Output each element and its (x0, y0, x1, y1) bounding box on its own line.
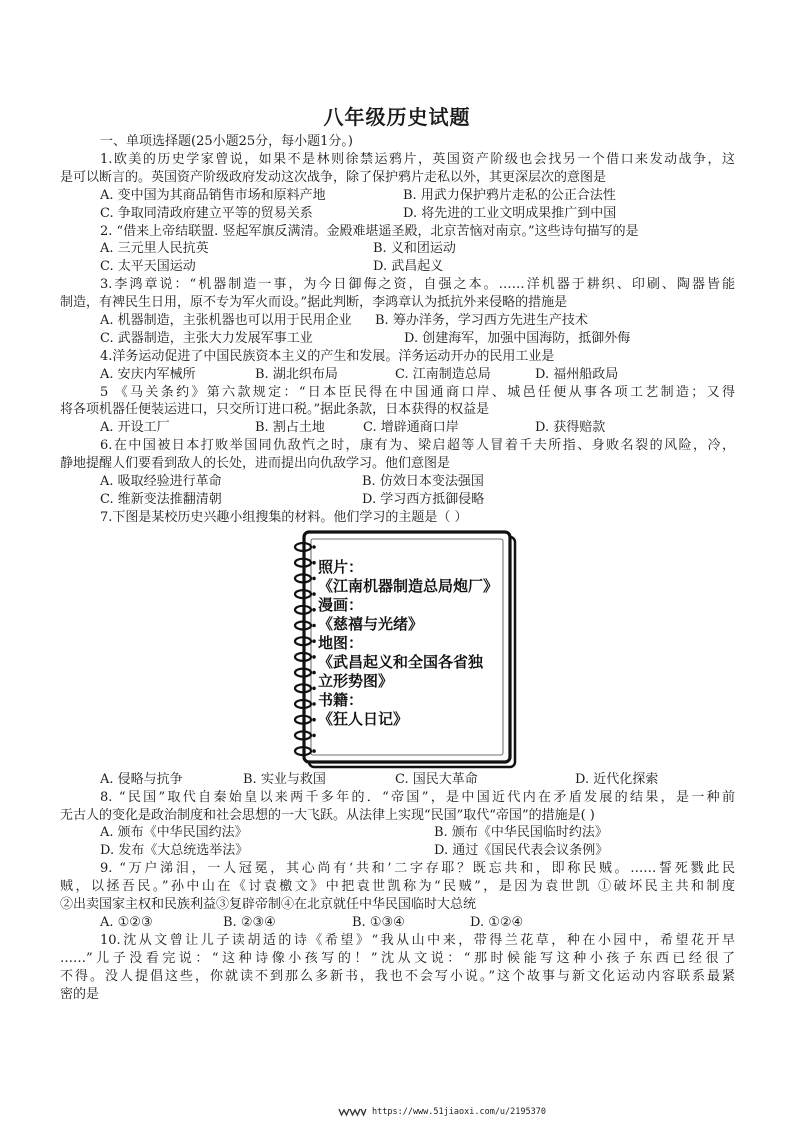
options-row (60, 842, 735, 860)
option-a: A. 吸取经验进行革命 (100, 474, 222, 490)
option-b: B. 湖北织布局 (255, 366, 338, 382)
option-d: D. 近代化探索 (575, 771, 659, 787)
question-stem-line: 密的是 (60, 986, 100, 1002)
notebook-line: 《慈禧与光绪》 (318, 614, 424, 633)
notebook-line: 立形势图》 (318, 671, 394, 690)
option-c: C. 太平天国运动 (100, 259, 196, 275)
section-heading: 一、单项选择题(25小题25分，每小题1分。) (100, 134, 353, 149)
option-c: B. ①③④ (352, 914, 405, 930)
question-stem-line: 贼，以拯吾民。”孙中山在《讨袁檄文》中把袁世凯称为“民贼”，是因为袁世凯 ①破坏民主共和制度 (60, 879, 735, 895)
option-d: D. 通过《国民代表会议条例》 (434, 843, 609, 859)
question-7 (60, 509, 735, 789)
question-stem-line: 不得。没人提倡这些，你就读不到那么多新书，我也不会写小说。”这个故事与新文化运动内容联系最紧 (60, 968, 735, 984)
option-b: B. 颁布《中华民国临时约法》 (434, 825, 608, 841)
question-1 (60, 151, 735, 223)
question-6 (60, 437, 735, 509)
question-stem-line: 静地提醒人们要看到敌人的长处，进而提出向仇敌学习。他们意图是 (60, 456, 451, 472)
options-row (60, 187, 735, 205)
notebook-line: 《武昌起义和全国各省独 (318, 652, 484, 671)
question-stem-line: ……”儿子没看完说：“这种诗像小孩写的！”沈从文说：“那时候能写这种小孩子东西已经很了 (60, 950, 735, 966)
option-c: C. 增辟通商口岸 (363, 420, 459, 436)
option-c: D. 发布《大总统选举法》 (100, 843, 249, 859)
options-row (60, 205, 735, 223)
question-stem-line: ②出卖国家主权和民族利益③复辟帝制④在北京就任中华民国临时大总统 (60, 897, 477, 913)
notebook-line: 《狂人日记》 (318, 709, 409, 728)
question-3 (60, 276, 735, 348)
footer-url: https://www.51jiaoxi.com/u/2195370 (372, 1107, 546, 1117)
option-c: C. 维新变法推翻清朝 (100, 491, 222, 507)
question-stem-line: 8. “民国”取代自秦始皇以来两千多年的．“帝国”，是中国近代内在矛盾发展的结果，是一种前 (100, 789, 735, 805)
question-stem-line: 9. “万户涕泪，一人冠冕，其心尚有‘共和’二字存耶？既忘共和，即称民贼。……誓死戮此民 (100, 861, 735, 877)
option-c: C. 江南制造总局 (395, 366, 491, 382)
option-d: D. 福州船政局 (535, 366, 619, 382)
question-stem-line: 10.沈从文曾让儿子读胡适的诗《希望》“我从山中来，带得兰花草，种在小园中，希望花开早 (100, 932, 735, 948)
question-stem-line: 制造，有裨民生日用，原不专为军火而设。”据此判断，李鸿章认为抵抗外来侵略的措施是 (60, 295, 568, 311)
question-10 (60, 932, 735, 1004)
question-stem-line: 4.洋务运动促进了中国民族资本主义的产生和发展。洋务运动开办的民用工业是 (100, 348, 555, 364)
notebook-figure (60, 527, 735, 771)
options-row (60, 240, 735, 258)
option-b: B. 用武力保护鸦片走私的公正合法性 (403, 187, 616, 203)
question-stem-line: 将各项机器任便装运进口，只交所订进口税。”据此条款，日本获得的权益是 (60, 402, 490, 418)
question-stem-line: 无古人的变化是政治制度和社会思想的一大飞跃。从法律上实现“民国”取代“帝国”的措施是( ) (60, 807, 595, 823)
question-stem-line: 是可以断言的。英国资产阶级政府发动这次战争，除了保护鸦片走私以外，其更深层次的意图是 (60, 169, 607, 185)
option-b: B. 筹办洋务，学习西方先进生产技术 (375, 313, 588, 328)
notebook-line: 地图： (318, 633, 364, 652)
option-b: B. 仿效日本变法强国 (362, 474, 484, 490)
notebook-line: 照片： (318, 557, 364, 576)
question-8 (60, 789, 735, 861)
exam-content (60, 133, 735, 1004)
options-row (60, 473, 735, 491)
question-9 (60, 860, 735, 932)
option-b: B. 割占土地 (255, 420, 325, 436)
options-row (60, 419, 735, 437)
option-d: D. 学习西方抵御侵略 (362, 491, 485, 507)
options-row (60, 330, 735, 348)
option-c: C. 争取同清政府建立平等的贸易关系 (100, 205, 313, 221)
question-stem-line: 7.下图是某校历史兴趣小组搜集的材料。他们学习的主题是（ ） (100, 509, 468, 525)
options-row (60, 366, 735, 384)
option-a: A. 三元里人民抗英 (100, 241, 209, 257)
notebook-line: 书籍： (318, 690, 364, 709)
question-5 (60, 384, 735, 438)
question-stem-line: 1.欧美的历史学家曾说，如果不是林则徐禁运鸦片，英国资产阶级也会找另一个借口来发动战争，这 (100, 151, 735, 167)
page-footer (338, 1105, 546, 1119)
option-c: C. 国民大革命 (395, 771, 478, 787)
option-d: D. 创建海军，加强中国海防，抵御外侮 (404, 330, 631, 346)
question-2 (60, 223, 735, 277)
option-b: B. ②③④ (223, 914, 276, 930)
notebook-text (318, 558, 508, 729)
option-c: C. 武器制造，主张大力发展军事工业 (100, 330, 313, 346)
option-d: D. 获得赔款 (535, 420, 606, 436)
site-logo-icon (338, 1107, 368, 1117)
question-stem-line: 3.李鸿章说：“机器制造一事，为今日御侮之资，自强之本。……洋机器于耕织、印刷、陶器皆能 (100, 277, 735, 293)
option-a: A. 侵略与抗争 (100, 771, 183, 787)
option-a: A. 安庆内军械所 (100, 366, 196, 382)
options-row (60, 914, 735, 932)
option-a: A. 开设工厂 (100, 420, 170, 436)
option-a: A. 机器制造，主张机器也可以用于民用企业 (100, 313, 352, 328)
option-d: D. ①②④ (470, 914, 524, 930)
question-stem-line: 2. “借来上帝结联盟. 竖起军旗反满清。金殿难堪遥圣殿，北京苦恼对南京。”这些诗句描写的是 (100, 223, 639, 239)
option-b: B. 实业与救国 (243, 771, 326, 787)
option-a: A. 变中国为其商品销售市场和原料产地 (100, 187, 326, 203)
option-a: A. 颁布《中华民国约法》 (100, 825, 248, 841)
option-d: D. 武昌起义 (373, 259, 444, 275)
notebook-line: 漫画： (318, 595, 364, 614)
option-a: A. ①②③ (100, 914, 153, 930)
options-row (60, 258, 735, 276)
options-row (60, 312, 735, 330)
option-b: B. 义和团运动 (373, 241, 456, 257)
options-row (60, 771, 735, 789)
options-row (60, 824, 735, 842)
question-stem-line: 6.在中国被日本打败举国同仇敌忾之时，康有为、梁启超等人冒着千夫所指、身败名裂的风险，冷， (100, 438, 735, 454)
option-d: D. 将先进的工业文明成果推广到中国 (403, 205, 617, 221)
page-title: 八年级历史试题 (323, 105, 471, 129)
question-4 (60, 348, 735, 384)
options-row (60, 491, 735, 509)
notebook-line: 《江南机器制造总局炮厂》 (318, 576, 499, 595)
question-stem-line: 5 《马关条约》第六款规定：“日本臣民得在中国通商口岸、城邑任便从事各项工艺制造；又得 (100, 384, 735, 400)
